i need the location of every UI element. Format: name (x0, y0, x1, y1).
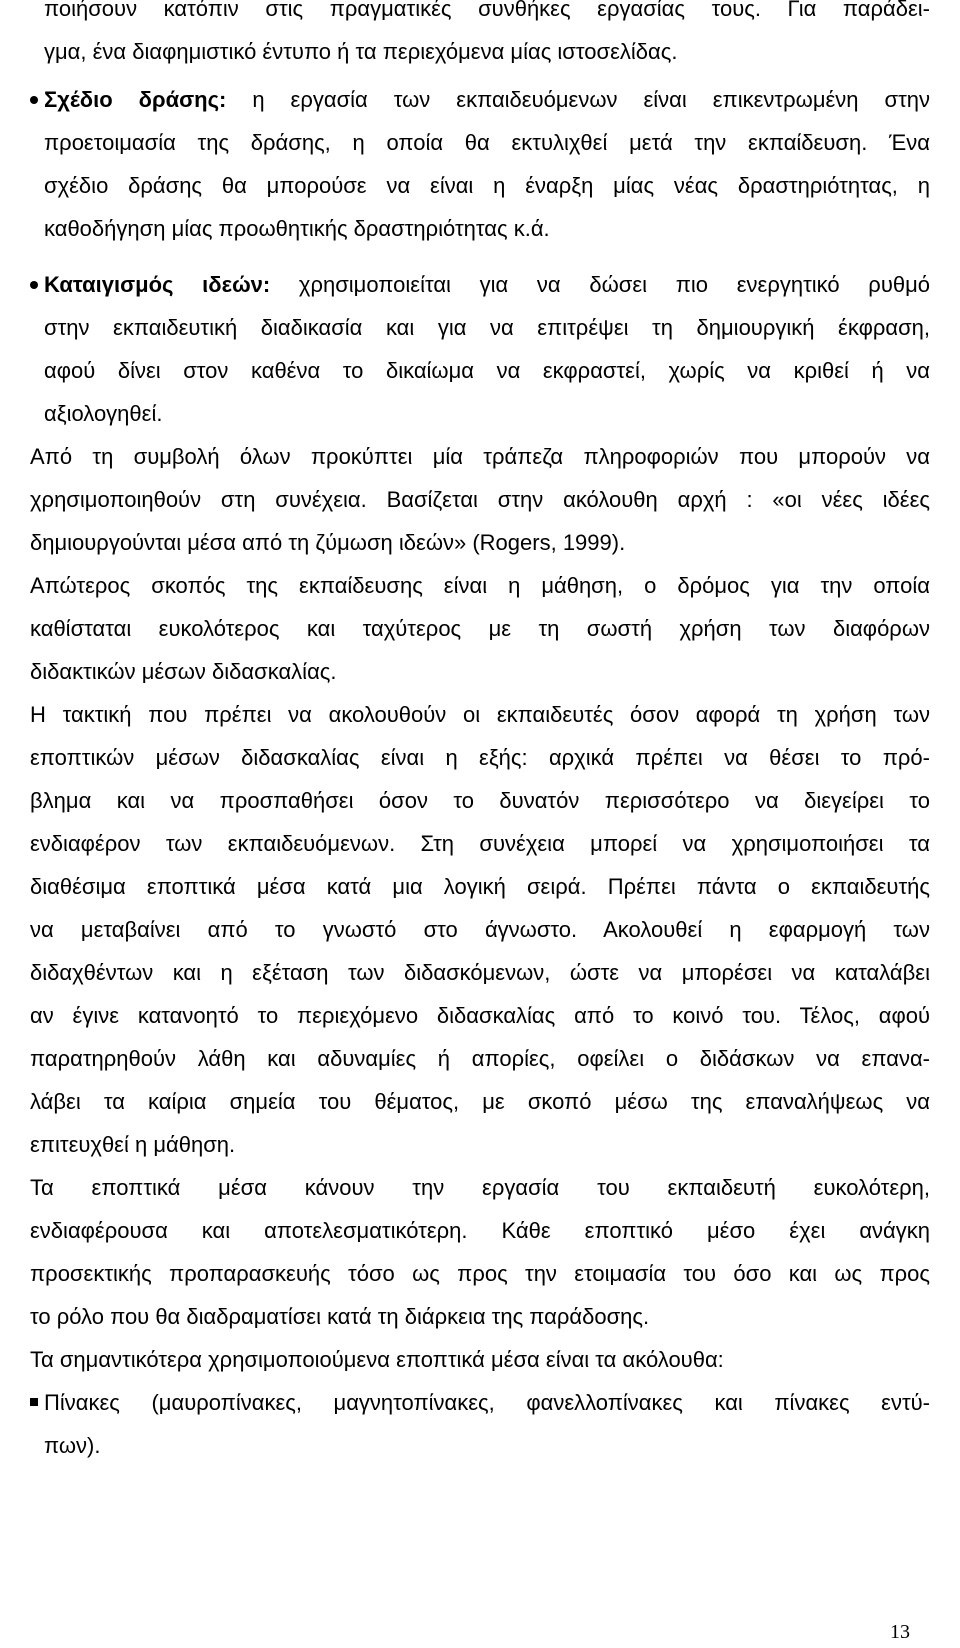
para1-line-3: δημιουργούνται μέσα από τη ζύμωση ιδεών» (Rogers, 1999). (30, 530, 626, 555)
intro-line-1: ποιήσουν κατόπιν στις πραγματικές συνθήκες εργασίας τους. Για παράδει- (44, 0, 930, 21)
action-plan-text-1: η εργασία των εκπαιδευόμενων είναι επικεντρωμένη στην (226, 87, 931, 112)
para4-line-2: ενδιαφέρουσα και αποτελεσματικότερη. Κάθε εποπτικό μέσο έχει ανάγκη (30, 1218, 930, 1243)
page-number: 13 (890, 1621, 910, 1643)
bullet-square-icon (30, 1398, 38, 1406)
para3-line-3: βλημα και να προσπαθήσει όσον το δυνατόν περισσότερο να διεγείρει το (30, 788, 930, 813)
boards-line-1: Πίνακες (μαυροπίνακες, μαγνητοπίνακες, φανελλοπίνακες και πίνακες εντύ- (44, 1390, 930, 1415)
boards-line-2: πων). (44, 1433, 101, 1458)
para4-line-1: Τα εποπτικά μέσα κάνουν την εργασία του εκπαιδευτή ευκολότερη, (30, 1175, 930, 1200)
para4-line-3: προσεκτικής προπαρασκευής τόσο ως προς την ετοιμασία του όσο και ως προς (30, 1261, 930, 1286)
para4-line-4: το ρόλο που θα διαδραματίσει κατά τη διάρκεια της παράδοσης. (30, 1304, 650, 1329)
para3-line-11: επιτευχθεί η μάθηση. (30, 1132, 236, 1157)
brainstorm-line-2: στην εκπαιδευτική διαδικασία και για να επιτρέψει τη δημιουργική έκφραση, (44, 315, 930, 340)
brainstorm-term: Καταιγισμός ιδεών: (44, 272, 271, 297)
action-plan-line-4: καθοδήγηση μίας προωθητικής δραστηριότητας κ.ά. (44, 216, 550, 241)
brainstorm-line-1 (44, 271, 930, 299)
para3-line-10: λάβει τα καίρια σημεία του θέματος, με σκοπό μέσω της επαναλήψεως να (30, 1089, 930, 1114)
para1-line-2: χρησιμοποιηθούν στη συνέχεια. Βασίζεται στην ακόλουθη αρχή : «οι νέες ιδέες (30, 487, 930, 512)
para3-line-8: αν έγινε κατανοητό το περιεχόμενο διδασκαλίας από το κοινό του. Τέλος, αφού (30, 1003, 930, 1028)
intro-line-2: γμα, ένα διαφημιστικό έντυπο ή τα περιεχόμενα μίας ιστοσελίδας. (44, 39, 678, 64)
brainstorm-text-1: χρησιμοποιείται για να δώσει πιο ενεργητικό ρυθμό (270, 272, 930, 297)
bullet-dot-icon (30, 96, 38, 104)
para3-line-2: εποπτικών μέσων διδασκαλίας είναι η εξής: αρχικά πρέπει να θέσει το πρό- (30, 745, 930, 770)
para3-line-6: να μεταβαίνει από το γνωστό στο άγνωστο. Ακολουθεί η εφαρμογή των (30, 917, 930, 942)
para3-line-5: διαθέσιμα εποπτικά μέσα κατά μια λογική σειρά. Πρέπει πάντα ο εκπαιδευτής (30, 874, 930, 899)
para2-line-2: καθίσταται ευκολότερος και ταχύτερος με τη σωστή χρήση των διαφόρων (30, 616, 930, 641)
action-plan-line-1 (44, 86, 930, 114)
action-plan-line-3: σχέδιο δράσης θα μπορούσε να είναι η έναρξη μίας νέας δραστηριότητας, η (44, 173, 930, 198)
para5-line-1: Τα σημαντικότερα χρησιμοποιούμενα εποπτικά μέσα είναι τα ακόλουθα: (30, 1347, 724, 1372)
para2-line-3: διδακτικών μέσων διδασκαλίας. (30, 659, 337, 684)
para1-line-1: Από τη συμβολή όλων προκύπτει μία τράπεζα πληροφοριών που μπορούν να (30, 444, 930, 469)
bullet-dot-icon (30, 281, 38, 289)
brainstorm-line-3: αφού δίνει στον καθένα το δικαίωμα να εκφραστεί, χωρίς να κριθεί ή να (44, 358, 930, 383)
para3-line-7: διδαχθέντων και η εξέταση των διδασκόμενων, ώστε να μπορέσει να καταλάβει (30, 960, 930, 985)
para2-line-1: Απώτερος σκοπός της εκπαίδευσης είναι η μάθηση, ο δρόμος για την οποία (30, 573, 930, 598)
brainstorm-line-4: αξιολογηθεί. (44, 401, 163, 426)
para3-line-9: παρατηρηθούν λάθη και αδυναμίες ή απορίες, οφείλει ο διδάσκων να επανα- (30, 1046, 930, 1071)
para3-line-1: Η τακτική που πρέπει να ακολουθούν οι εκπαιδευτές όσον αφορά τη χρήση των (30, 702, 930, 727)
action-plan-term: Σχέδιο δράσης: (44, 87, 227, 112)
action-plan-line-2: προετοιμασία της δράσης, η οποία θα εκτυλιχθεί μετά την εκπαίδευση. Ένα (44, 130, 930, 155)
para3-line-4: ενδιαφέρον των εκπαιδευόμενων. Στη συνέχεια μπορεί να χρησιμοποιήσει τα (30, 831, 930, 856)
